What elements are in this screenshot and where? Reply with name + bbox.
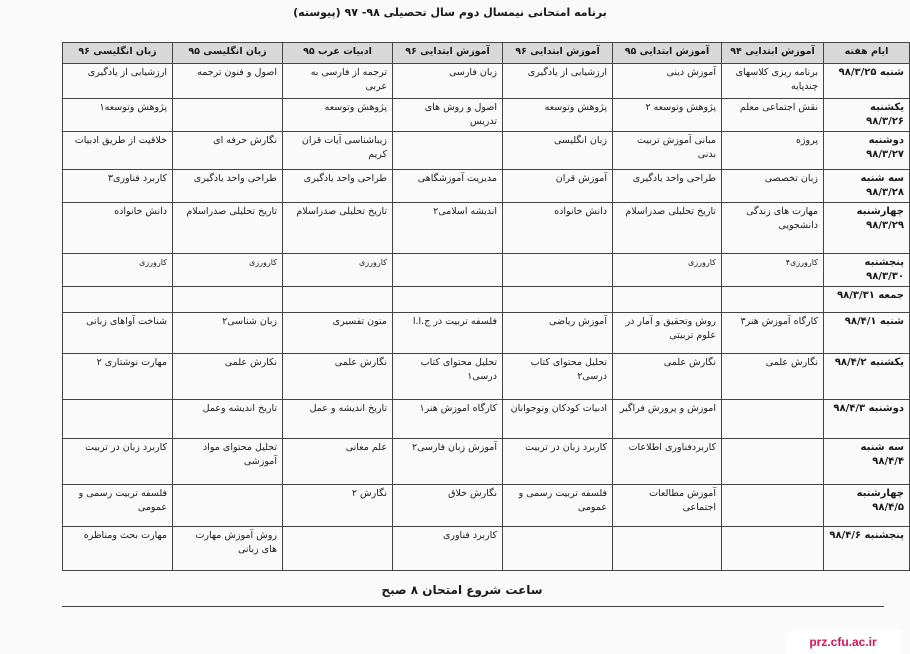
day-cell: شنبه ۹۸/۴/۱: [824, 313, 910, 354]
exam-cell: مهارت نوشتاری ۲: [63, 354, 173, 400]
site-watermark: prz.cfu.ac.ir: [786, 630, 900, 654]
exam-cell: تاریخ تحلیلی صدراسلام: [283, 203, 393, 254]
exam-cell: زبان تخصصی: [722, 170, 824, 203]
exam-cell: فلسفه تربیت رسمی و عمومی: [63, 485, 173, 527]
day-cell: دوشنبه ۹۸/۴/۳: [824, 400, 910, 439]
table-row: [63, 99, 910, 132]
exam-cell: پژوهش وتوسعه۱: [63, 99, 173, 132]
exam-cell: پژوهش وتوسعه: [503, 99, 613, 132]
exam-cell: طراحی واحد یادگیری: [173, 170, 283, 203]
exam-cell: پژوهش وتوسعه: [283, 99, 393, 132]
exam-cell: [393, 254, 503, 287]
exam-cell: پژوهش وتوسعه ۲: [613, 99, 722, 132]
exam-cell: [722, 400, 824, 439]
exam-cell: [722, 287, 824, 313]
exam-cell: [173, 99, 283, 132]
table-row: [63, 203, 910, 254]
exam-cell: زبان شناسی۲: [173, 313, 283, 354]
exam-cell: دانش خانواده: [503, 203, 613, 254]
exam-cell: کارورزی: [173, 254, 283, 287]
exam-cell: اموزش و پرورش فراگیر: [613, 400, 722, 439]
exam-cell: خلاقیت از طریق ادبیات: [63, 132, 173, 170]
exam-cell: اصول و فنون ترجمه: [173, 64, 283, 99]
table-row: [63, 254, 910, 287]
exam-cell: کارورزی۴: [722, 254, 824, 287]
day-cell: پنجشنبه ۹۸/۴/۶: [824, 527, 910, 571]
day-cell: یکشنبه ۹۸/۳/۲۶: [824, 99, 910, 132]
exam-cell: آموزش قران: [503, 170, 613, 203]
exam-cell: زیباشناسی آیات قران کریم: [283, 132, 393, 170]
exam-cell: [393, 287, 503, 313]
exam-cell: روش وتحقیق و آمار در علوم تربیتی: [613, 313, 722, 354]
exam-cell: [63, 287, 173, 313]
exam-cell: [722, 485, 824, 527]
table-row: [63, 313, 910, 354]
table-row: [63, 170, 910, 203]
exam-cell: تحلیل محتوای مواد آموزشی: [173, 439, 283, 485]
exam-cell: [722, 527, 824, 571]
exam-cell: تحلیل محتوای کتاب درسی۲: [503, 354, 613, 400]
exam-cell: کاربرد فناوری۳: [63, 170, 173, 203]
day-cell: دوشنبه ۹۸/۳/۲۷: [824, 132, 910, 170]
exam-cell: دانش خانواده: [63, 203, 173, 254]
exam-cell: نکارش علمی: [173, 354, 283, 400]
table-row: [63, 132, 910, 170]
exam-cell: اصول و روش های تدریس: [393, 99, 503, 132]
exam-cell: [722, 439, 824, 485]
table-header-row: [63, 43, 910, 64]
day-cell: سه شنبه ۹۸/۴/۴: [824, 439, 910, 485]
exam-cell: مهارت بحث ومناظره: [63, 527, 173, 571]
exam-cell: [503, 287, 613, 313]
exam-cell: ترجمه از فارسی به عربی: [283, 64, 393, 99]
day-cell: یکشنبه ۹۸/۴/۲: [824, 354, 910, 400]
table-row: [63, 287, 910, 313]
exam-cell: نگارش خلاق: [393, 485, 503, 527]
header-cell: زبان انگلیسی ۹۵: [173, 43, 283, 64]
exam-cell: کارورزی: [613, 254, 722, 287]
exam-cell: آموزش مطالعات اجتماعی: [613, 485, 722, 527]
exam-cell: تاریخ اندیشه وعمل: [173, 400, 283, 439]
exam-cell: برنامه ریزی کلاسهای چندپایه: [722, 64, 824, 99]
exam-cell: کاربردفناوری اطلاعات: [613, 439, 722, 485]
exam-cell: نگارش علمی: [722, 354, 824, 400]
page-title: برنامه امتحانی نیمسال دوم سال تحصیلی ۹۸- ۹۷ (پیوسته): [293, 6, 607, 19]
exam-cell: [173, 485, 283, 527]
exam-cell: [173, 287, 283, 313]
exam-cell: مبانی آموزش تربیت بدنی: [613, 132, 722, 170]
table-row: [63, 485, 910, 527]
exam-cell: کارگاه آموزش هنر۳: [722, 313, 824, 354]
exam-cell: [283, 287, 393, 313]
day-cell: چهارشنبه ۹۸/۳/۲۹: [824, 203, 910, 254]
exam-cell: نقش اجتماعی معلم: [722, 99, 824, 132]
day-cell: شنبه ۹۸/۳/۲۵: [824, 64, 910, 99]
header-cell: آموزش ابتدایی ۹۶: [503, 43, 613, 64]
exam-cell: شناخت آواهای زبانی: [63, 313, 173, 354]
exam-cell: [393, 132, 503, 170]
day-cell: پنجشنبه ۹۸/۳/۳۰: [824, 254, 910, 287]
exam-cell: [613, 527, 722, 571]
day-cell: چهارشنبه ۹۸/۴/۵: [824, 485, 910, 527]
header-cell: ادبیات عرب ۹۵: [283, 43, 393, 64]
exam-cell: کارورزی: [63, 254, 173, 287]
header-cell: آموزش ابتدایی ۹۶: [393, 43, 503, 64]
exam-cell: فلسفه تربیت رسمی و عمومی: [503, 485, 613, 527]
table-row: [63, 64, 910, 99]
exam-cell: فلسفه تربیت در ج.ا.ا: [393, 313, 503, 354]
exam-cell: آموزش زبان فارسی۲: [393, 439, 503, 485]
exam-cell: ارزشیابی از یادگیری: [503, 64, 613, 99]
exam-cell: ارزشیابی از یادگیری: [63, 64, 173, 99]
table-row: [63, 354, 910, 400]
exam-cell: نگارش علمی: [283, 354, 393, 400]
exam-cell: کاربرد زبان در تربیت: [63, 439, 173, 485]
header-cell-days: ایام هفته: [824, 43, 910, 64]
exam-cell: تاریخ تحلیلی صدراسلام: [173, 203, 283, 254]
exam-cell: [503, 527, 613, 571]
table-row: [63, 439, 910, 485]
header-cell: آموزش ابتدایی ۹۴: [722, 43, 824, 64]
day-cell: سه شنبه ۹۸/۳/۲۸: [824, 170, 910, 203]
exam-cell: آموزش دینی: [613, 64, 722, 99]
exam-cell: نگارش ۲: [283, 485, 393, 527]
exam-cell: کارگاه اموزش هنر۱: [393, 400, 503, 439]
exam-cell: نگارش علمی: [613, 354, 722, 400]
exam-cell: ادبیات کودکان ونوجوانان: [503, 400, 613, 439]
day-cell: جمعه ۹۸/۳/۳۱: [824, 287, 910, 313]
exam-cell: زبان فارسی: [393, 64, 503, 99]
exam-cell: [283, 527, 393, 571]
exam-cell: تاریخ تحلیلی صدراسلام: [613, 203, 722, 254]
exam-cell: [63, 400, 173, 439]
exam-cell: روش آموزش مهارت های زبانی: [173, 527, 283, 571]
bottom-divider: [62, 606, 884, 607]
exam-cell: مدیریت آموزشگاهی: [393, 170, 503, 203]
exam-cell: مهارت های زندگی دانشجویی: [722, 203, 824, 254]
exam-cell: آموزش ریاضی: [503, 313, 613, 354]
exam-cell: متون تفسیری: [283, 313, 393, 354]
exam-cell: کاربرد فناوری: [393, 527, 503, 571]
exam-cell: [613, 287, 722, 313]
exam-cell: تحلیل محتوای کتاب درسی۱: [393, 354, 503, 400]
header-cell: آموزش ابتدایی ۹۵: [613, 43, 722, 64]
table-row: [63, 527, 910, 571]
exam-cell: طراحی واحد یادگیری: [613, 170, 722, 203]
exam-cell: علم معانی: [283, 439, 393, 485]
exam-cell: [503, 254, 613, 287]
exam-cell: اندیشه اسلامی۲: [393, 203, 503, 254]
exam-cell: تاریخ اندیشه و عمل: [283, 400, 393, 439]
header-cell: زبان انگلیسی ۹۶: [63, 43, 173, 64]
table-row: [63, 400, 910, 439]
exam-schedule-table: [62, 42, 910, 571]
exam-start-time-note: ساعت شروع امتحان ۸ صبح: [381, 583, 543, 597]
exam-cell: کارورزی: [283, 254, 393, 287]
exam-cell: نگارش حرفه ای: [173, 132, 283, 170]
exam-cell: پروژه: [722, 132, 824, 170]
exam-cell: زبان انگلیسی: [503, 132, 613, 170]
exam-cell: کاربرد زبان در تربیت: [503, 439, 613, 485]
exam-cell: طراحی واحد یادگیری: [283, 170, 393, 203]
